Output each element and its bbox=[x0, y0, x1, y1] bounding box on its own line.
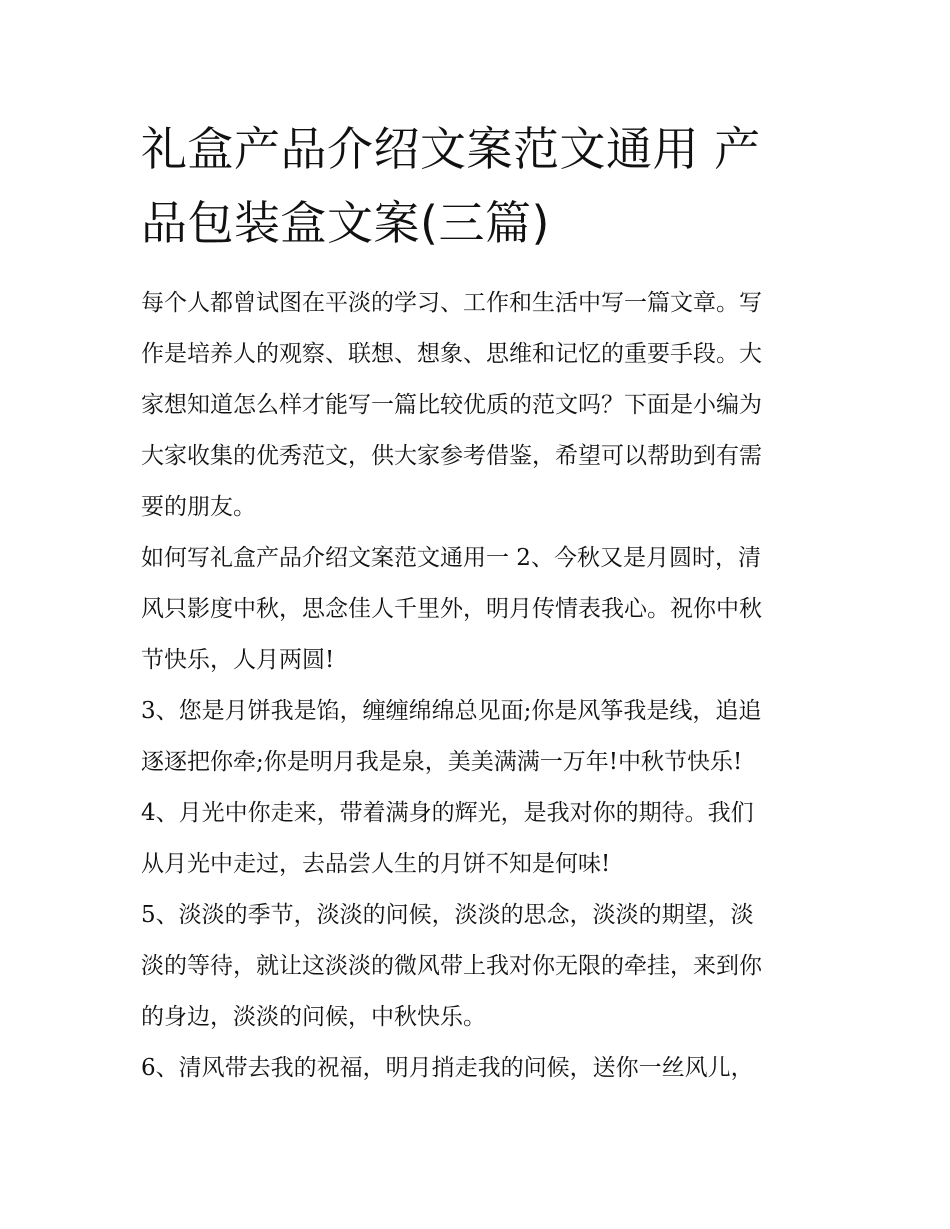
paragraph-item-5 bbox=[141, 890, 813, 1043]
title-line: 礼盒产品介绍文案范文通用 产 bbox=[141, 122, 761, 176]
text-line: 如何写礼盒产品介绍文案范文通用一 2、今秋又是月圆时，清 bbox=[141, 545, 761, 571]
text-line: 每个人都曾试图在平淡的学习、工作和生活中写一篇文章。写 bbox=[141, 290, 762, 316]
paragraph-item-6 bbox=[141, 1043, 813, 1094]
document-title bbox=[141, 112, 813, 260]
text-line: 风只影度中秋，思念佳人千里外，明月传情表我心。祝你中秋 bbox=[141, 596, 762, 622]
text-line: 3、您是月饼我是馅，缠缠绵绵总见面;你是风筝我是线，追追 bbox=[141, 698, 762, 724]
title-line: 品包装盒文案(三篇) bbox=[141, 196, 550, 250]
text-line: 作是培养人的观察、联想、想象、思维和记忆的重要手段。大 bbox=[141, 341, 762, 367]
paragraph-item-3 bbox=[141, 686, 813, 788]
text-line: 的身边，淡淡的问候，中秋快乐。 bbox=[141, 1004, 486, 1030]
text-line: 要的朋友。 bbox=[141, 494, 256, 520]
paragraph-item-4 bbox=[141, 788, 813, 890]
text-line: 淡的等待，就让这淡淡的微风带上我对你无限的牵挂，来到你 bbox=[141, 953, 762, 979]
document-body bbox=[141, 278, 813, 1094]
text-line: 6、清风带去我的祝福，明月捎走我的问候，送你一丝风儿， bbox=[141, 1055, 754, 1081]
text-line: 从月光中走过，去品尝人生的月饼不知是何味! bbox=[141, 851, 611, 877]
intro-paragraph bbox=[141, 278, 813, 533]
text-line: 节快乐，人月两圆! bbox=[141, 647, 335, 673]
document-content bbox=[141, 112, 813, 1094]
paragraph-item-2 bbox=[141, 533, 813, 686]
text-line: 4、月光中你走来，带着满身的辉光，是我对你的期待。我们 bbox=[141, 800, 754, 826]
text-line: 大家收集的优秀范文，供大家参考借鉴，希望可以帮助到有需 bbox=[141, 443, 762, 469]
text-line: 家想知道怎么样才能写一篇比较优质的范文吗？下面是小编为 bbox=[141, 392, 762, 418]
text-line: 逐逐把你牵;你是明月我是泉，美美满满一万年!中秋节快乐! bbox=[141, 749, 743, 775]
text-line: 5、淡淡的季节，淡淡的问候，淡淡的思念，淡淡的期望，淡 bbox=[141, 902, 754, 928]
